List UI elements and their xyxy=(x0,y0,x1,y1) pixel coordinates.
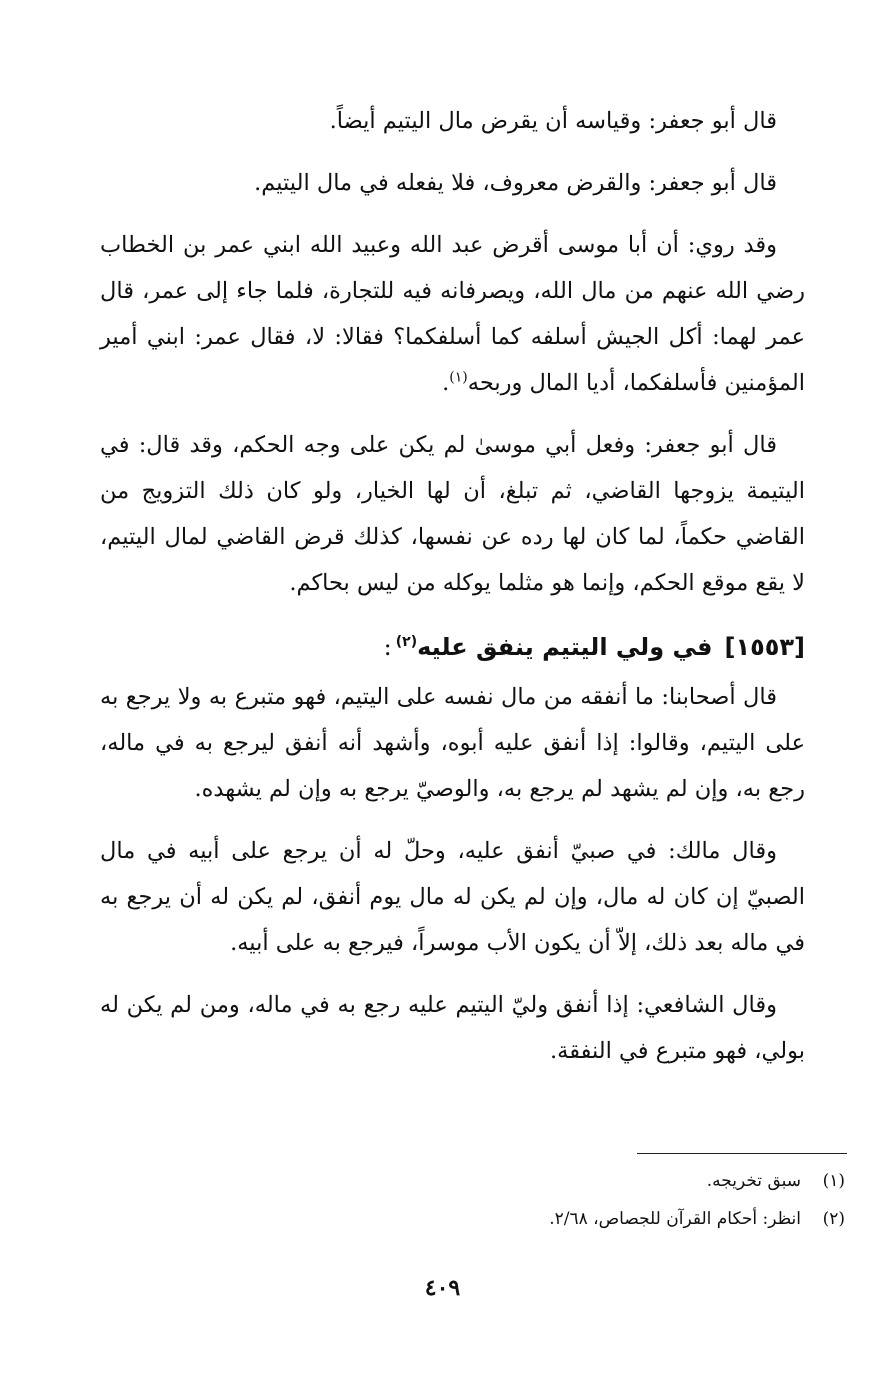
footnote-ref-2: (٢) xyxy=(395,634,418,650)
footnotes xyxy=(100,1162,845,1238)
paragraph-3-end: . xyxy=(442,370,450,396)
main-text xyxy=(100,98,805,1090)
paragraph-3-text: وقد روي: أن أبا موسى أقرض عبد الله وعبيد الله ابني عمر بن الخطاب رضي الله عنهم من مال الله، ويصرفانه فيه للتجارة، فلما جاء إلى عمر، قال عمر لهما: أكل الجيش أسلفه كما أسلفكما؟ فقالا: لا، فقال عمر: ابني أمير المؤمنين فأسلفكما، أديا المال وربحه xyxy=(100,232,805,396)
page-number: ٤٠٩ xyxy=(424,1275,461,1301)
section-number: [١٥٥٣] xyxy=(724,633,805,661)
footnote-ref-1: (١) xyxy=(449,369,468,386)
paragraph-4: قال أبو جعفر: وفعل أبي موسىٰ لم يكن على وجه الحكم، وقد قال: في اليتيمة يزوجها القاضي، ثم تبلغ، أن لها الخيار، ولو كان ذلك التزويج من القاضي حكماً، لما كان لها رده عن نفسها، كذلك قرض القاضي لمال اليتيم، لا يقع موقع الحكم، وإنما هو مثلما يوكله من ليس بحاكم. xyxy=(100,432,805,596)
section-title: في ولي اليتيم ينفق عليه xyxy=(417,633,713,661)
footnote-1 xyxy=(100,1162,845,1200)
paragraph-5: قال أصحابنا: ما أنفقه من مال نفسه على اليتيم، فهو متبرع به ولا يرجع به على اليتيم، وقالوا: إذا أنفق عليه أبوه، وأشهد أنه أنفق ليرجع به في ماله، رجع به، وإن لم يشهد لم يرجع به، والوصيّ يرجع به وإن لم يشهده. xyxy=(100,684,805,802)
section-heading xyxy=(100,622,805,672)
footnote-divider xyxy=(637,1153,847,1154)
footnote-label: (١) xyxy=(822,1171,845,1191)
footnote-text: انظر: أحكام القرآن للجصاص، ٢/٦٨. xyxy=(549,1209,801,1229)
footnote-2 xyxy=(100,1200,845,1238)
paragraph-6: وقال مالك: في صبيّ أنفق عليه، وحلّ له أن يرجع على أبيه في مال الصبيّ إن كان له مال، وإن لم يكن له مال يوم أنفق، لم يكن له أن يرجع به في ماله بعد ذلك، إلاّ أن يكون الأب موسراً، فيرجع به على أبيه. xyxy=(100,838,805,956)
section-colon: : xyxy=(383,633,392,661)
paragraph-1: قال أبو جعفر: وقياسه أن يقرض مال اليتيم أيضاً. xyxy=(329,108,777,134)
paragraph-3 xyxy=(100,222,805,406)
paragraph-7: وقال الشافعي: إذا أنفق وليّ اليتيم عليه رجع به في ماله، ومن لم يكن له بولي، فهو متبرع في النفقة. xyxy=(100,992,805,1064)
footnote-label: (٢) xyxy=(822,1209,845,1229)
footnote-text: سبق تخريجه. xyxy=(706,1171,801,1191)
paragraph-2: قال أبو جعفر: والقرض معروف، فلا يفعله في مال اليتيم. xyxy=(254,170,777,196)
